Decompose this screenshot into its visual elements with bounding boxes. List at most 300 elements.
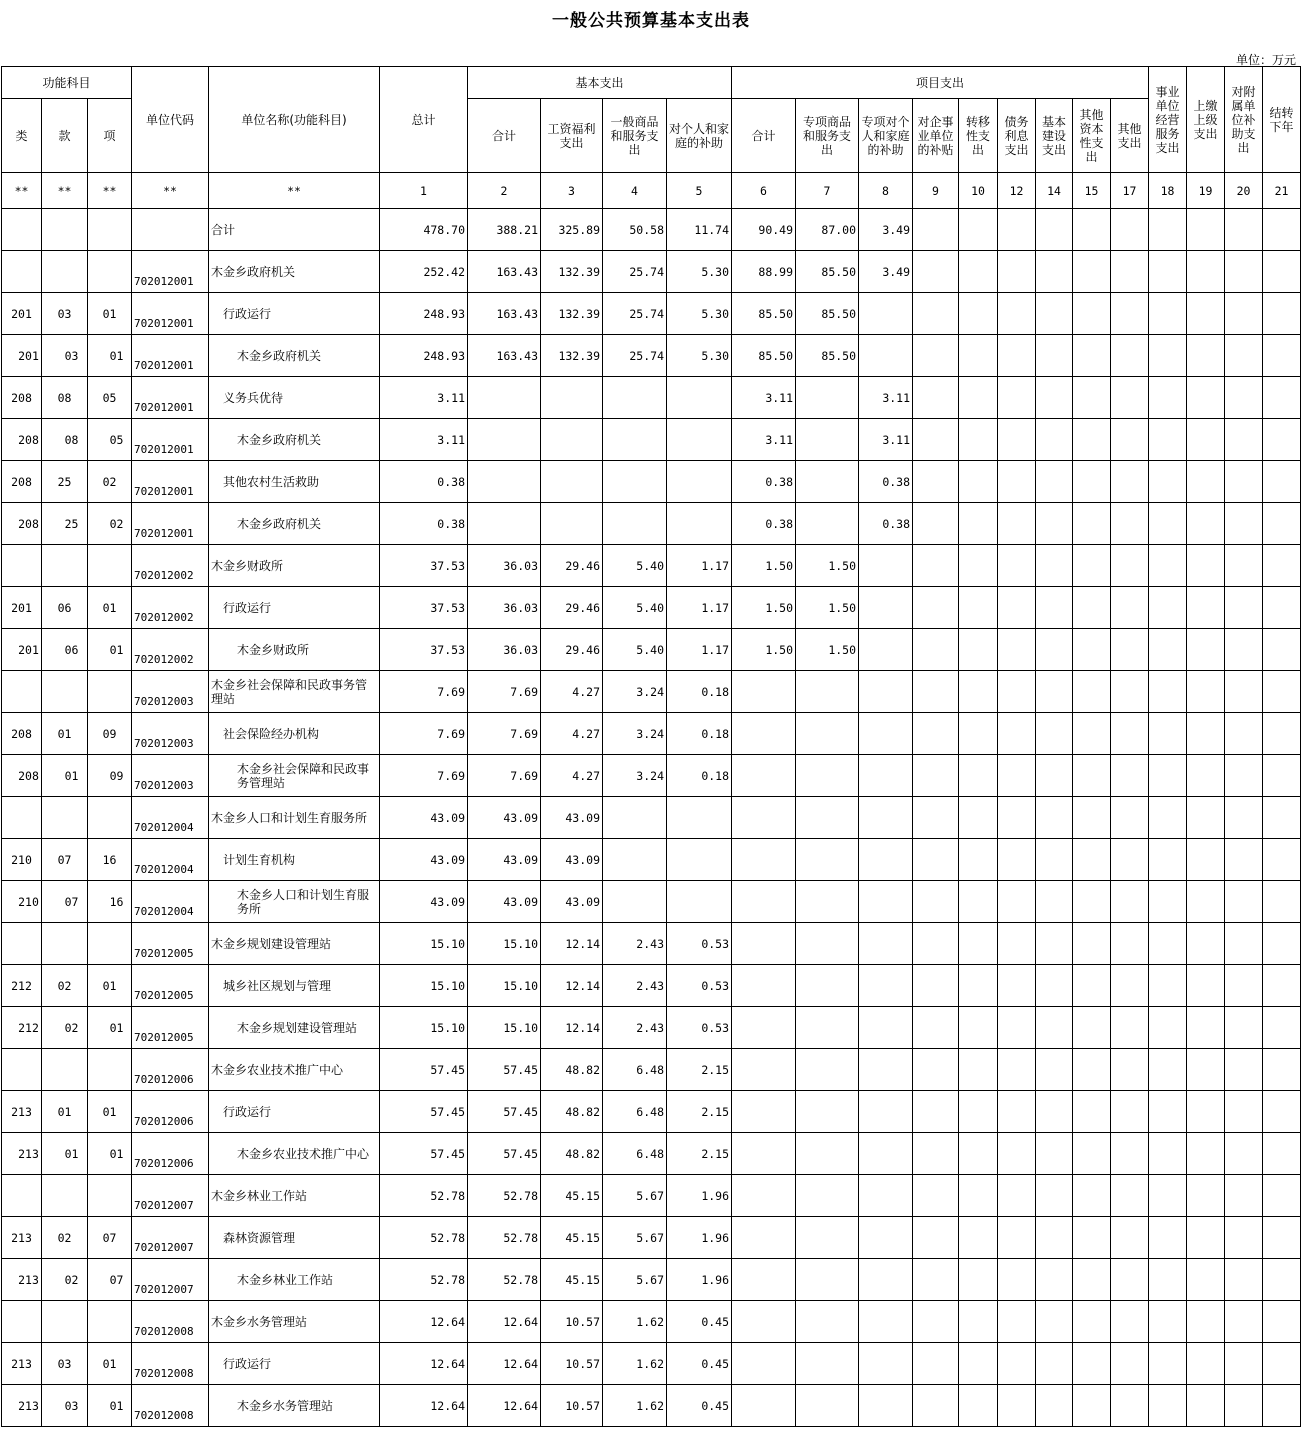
empty-cell <box>1149 755 1187 797</box>
empty-cell <box>1263 755 1301 797</box>
header-func-subject: 功能科目 <box>2 67 132 99</box>
kuan-cell <box>42 1175 88 1217</box>
amount-cell <box>796 671 859 713</box>
amount-cell: 12.64 <box>380 1343 468 1385</box>
table-row <box>2 1007 1301 1049</box>
unit-name-cell: 木金乡规划建设管理站 <box>209 923 380 965</box>
empty-cell <box>959 251 998 293</box>
amount-cell: 2.43 <box>603 1007 667 1049</box>
lei-cell: 210 <box>2 839 42 881</box>
amount-cell: 7.69 <box>380 671 468 713</box>
amount-cell <box>603 461 667 503</box>
empty-cell <box>1263 629 1301 671</box>
amount-cell: 7.69 <box>468 755 541 797</box>
empty-cell <box>1187 755 1225 797</box>
xiang-cell: 01 <box>88 1385 132 1427</box>
amount-cell <box>732 1133 796 1175</box>
table-row <box>2 965 1301 1007</box>
unit-code-cell <box>132 209 209 251</box>
amount-cell: 5.67 <box>603 1259 667 1301</box>
amount-cell: 6.48 <box>603 1049 667 1091</box>
empty-cell <box>998 755 1036 797</box>
amount-cell: 478.70 <box>380 209 468 251</box>
amount-cell: 43.09 <box>380 881 468 923</box>
table-row <box>2 1175 1301 1217</box>
index-cell: 18 <box>1149 173 1187 209</box>
xiang-cell: 05 <box>88 419 132 461</box>
amount-cell <box>796 713 859 755</box>
empty-cell <box>913 335 959 377</box>
empty-cell <box>1149 881 1187 923</box>
xiang-cell <box>88 1301 132 1343</box>
amount-cell: 29.46 <box>541 587 603 629</box>
amount-cell <box>468 461 541 503</box>
empty-cell <box>1111 1301 1149 1343</box>
empty-cell <box>1149 839 1187 881</box>
lei-cell: 201 <box>2 293 42 335</box>
amount-cell: 3.24 <box>603 755 667 797</box>
empty-cell <box>959 1343 998 1385</box>
empty-cell <box>998 1301 1036 1343</box>
amount-cell: 15.10 <box>380 965 468 1007</box>
empty-cell <box>1036 1217 1073 1259</box>
unit-code-cell: 702012002 <box>132 545 209 587</box>
xiang-cell: 01 <box>88 335 132 377</box>
table-row <box>2 1133 1301 1175</box>
xiang-cell: 01 <box>88 1091 132 1133</box>
amount-cell: 3.11 <box>859 377 913 419</box>
empty-cell <box>1111 1217 1149 1259</box>
amount-cell <box>859 923 913 965</box>
empty-cell <box>1036 713 1073 755</box>
header-personal: 对个人和家庭的补助 <box>667 99 732 173</box>
amount-cell: 4.27 <box>541 671 603 713</box>
empty-cell <box>1073 965 1111 1007</box>
table-row <box>2 377 1301 419</box>
page-title: 一般公共预算基本支出表 <box>552 11 750 31</box>
unit-name-cell: 城乡社区规划与管理 <box>209 965 380 1007</box>
empty-cell <box>1263 797 1301 839</box>
index-cell: 12 <box>998 173 1036 209</box>
empty-cell <box>1111 251 1149 293</box>
lei-cell: 208 <box>2 377 42 419</box>
amount-cell: 37.53 <box>380 587 468 629</box>
empty-cell <box>1111 839 1149 881</box>
empty-cell <box>913 1385 959 1427</box>
empty-cell <box>1149 713 1187 755</box>
xiang-cell: 01 <box>88 1133 132 1175</box>
header-basic-total: 合计 <box>468 99 541 173</box>
amount-cell: 85.50 <box>732 293 796 335</box>
empty-cell <box>998 503 1036 545</box>
amount-cell <box>732 1175 796 1217</box>
empty-cell <box>1225 503 1263 545</box>
empty-cell <box>1073 1133 1111 1175</box>
table-row <box>2 1259 1301 1301</box>
empty-cell <box>1111 377 1149 419</box>
empty-cell <box>1263 713 1301 755</box>
index-cell: 17 <box>1111 173 1149 209</box>
amount-cell <box>859 839 913 881</box>
empty-cell <box>1073 1301 1111 1343</box>
index-cell: 6 <box>732 173 796 209</box>
unit-name-cell: 木金乡人口和计划生育服务所 <box>209 797 380 839</box>
index-cell: 9 <box>913 173 959 209</box>
empty-cell <box>959 1385 998 1427</box>
kuan-cell: 01 <box>42 755 88 797</box>
empty-cell <box>959 1217 998 1259</box>
empty-cell <box>959 587 998 629</box>
empty-cell <box>959 629 998 671</box>
amount-cell: 88.99 <box>732 251 796 293</box>
lei-cell: 213 <box>2 1343 42 1385</box>
index-cell: 19 <box>1187 173 1225 209</box>
empty-cell <box>959 1133 998 1175</box>
kuan-cell: 08 <box>42 419 88 461</box>
amount-cell: 2.15 <box>667 1049 732 1091</box>
header-proj-goods: 专项商品和服务支出 <box>796 99 859 173</box>
amount-cell <box>859 1007 913 1049</box>
empty-cell <box>959 1007 998 1049</box>
amount-cell <box>796 377 859 419</box>
unit-code-cell: 702012007 <box>132 1175 209 1217</box>
lei-cell: 213 <box>2 1217 42 1259</box>
amount-cell <box>859 335 913 377</box>
empty-cell <box>1111 881 1149 923</box>
lei-cell <box>2 923 42 965</box>
empty-cell <box>998 209 1036 251</box>
amount-cell <box>541 377 603 419</box>
amount-cell: 163.43 <box>468 293 541 335</box>
amount-cell: 57.45 <box>468 1091 541 1133</box>
unit-code-cell: 702012004 <box>132 839 209 881</box>
lei-cell <box>2 251 42 293</box>
empty-cell <box>1073 839 1111 881</box>
amount-cell <box>796 797 859 839</box>
empty-cell <box>1036 629 1073 671</box>
empty-cell <box>1225 1259 1263 1301</box>
amount-cell: 0.38 <box>859 461 913 503</box>
kuan-cell: 02 <box>42 1007 88 1049</box>
empty-cell <box>1073 671 1111 713</box>
empty-cell <box>1187 251 1225 293</box>
unit-name-cell: 其他农村生活救助 <box>209 461 380 503</box>
empty-cell <box>998 545 1036 587</box>
amount-cell <box>732 1007 796 1049</box>
amount-cell: 0.38 <box>732 503 796 545</box>
empty-cell <box>998 1091 1036 1133</box>
empty-cell <box>1036 881 1073 923</box>
empty-cell <box>1187 1175 1225 1217</box>
empty-cell <box>1225 545 1263 587</box>
amount-cell: 10.57 <box>541 1343 603 1385</box>
amount-cell: 6.48 <box>603 1091 667 1133</box>
unit-name-cell: 行政运行 <box>209 293 380 335</box>
unit-code-cell: 702012006 <box>132 1133 209 1175</box>
amount-cell: 7.69 <box>380 755 468 797</box>
amount-cell: 5.30 <box>667 335 732 377</box>
empty-cell <box>1187 1259 1225 1301</box>
empty-cell <box>998 1385 1036 1427</box>
unit-name-cell: 森林资源管理 <box>209 1217 380 1259</box>
empty-cell <box>913 377 959 419</box>
kuan-cell <box>42 671 88 713</box>
empty-cell <box>913 1301 959 1343</box>
empty-cell <box>1073 377 1111 419</box>
amount-cell: 12.64 <box>380 1301 468 1343</box>
empty-cell <box>1073 797 1111 839</box>
empty-cell <box>1111 461 1149 503</box>
amount-cell <box>541 461 603 503</box>
empty-cell <box>1111 1133 1149 1175</box>
amount-cell <box>796 755 859 797</box>
kuan-cell: 25 <box>42 461 88 503</box>
header-row-1 <box>2 67 1301 99</box>
empty-cell <box>1263 1175 1301 1217</box>
empty-cell <box>1263 293 1301 335</box>
lei-cell: 213 <box>2 1091 42 1133</box>
amount-cell: 43.09 <box>541 881 603 923</box>
amount-cell: 15.10 <box>380 1007 468 1049</box>
empty-cell <box>1036 1091 1073 1133</box>
amount-cell: 248.93 <box>380 335 468 377</box>
empty-cell <box>1073 1343 1111 1385</box>
empty-cell <box>913 671 959 713</box>
xiang-cell: 16 <box>88 839 132 881</box>
empty-cell <box>1187 1343 1225 1385</box>
unit-code-cell: 702012001 <box>132 461 209 503</box>
empty-cell <box>913 881 959 923</box>
amount-cell <box>796 965 859 1007</box>
amount-cell: 2.43 <box>603 965 667 1007</box>
empty-cell <box>1149 1217 1187 1259</box>
unit-code-cell: 702012003 <box>132 755 209 797</box>
amount-cell: 388.21 <box>468 209 541 251</box>
empty-cell <box>1149 419 1187 461</box>
empty-cell <box>998 797 1036 839</box>
empty-cell <box>1187 293 1225 335</box>
empty-cell <box>913 797 959 839</box>
amount-cell: 43.09 <box>468 797 541 839</box>
amount-cell: 12.64 <box>468 1301 541 1343</box>
table-row <box>2 1343 1301 1385</box>
empty-cell <box>998 671 1036 713</box>
empty-cell <box>998 335 1036 377</box>
empty-cell <box>1225 293 1263 335</box>
empty-cell <box>1225 1301 1263 1343</box>
empty-cell <box>913 713 959 755</box>
empty-cell <box>1149 671 1187 713</box>
kuan-cell <box>42 1301 88 1343</box>
empty-cell <box>913 755 959 797</box>
kuan-cell: 06 <box>42 629 88 671</box>
unit-name-cell: 行政运行 <box>209 1091 380 1133</box>
amount-cell: 43.09 <box>541 839 603 881</box>
amount-cell: 1.50 <box>796 587 859 629</box>
kuan-cell: 08 <box>42 377 88 419</box>
header-carryover: 结转下年 <box>1263 67 1301 173</box>
amount-cell: 10.57 <box>541 1385 603 1427</box>
empty-cell <box>998 461 1036 503</box>
empty-cell <box>913 839 959 881</box>
empty-cell <box>1225 335 1263 377</box>
empty-cell <box>959 755 998 797</box>
index-cell: ** <box>88 173 132 209</box>
empty-cell <box>1187 1217 1225 1259</box>
empty-cell <box>1187 797 1225 839</box>
empty-cell <box>1187 671 1225 713</box>
kuan-cell: 02 <box>42 1217 88 1259</box>
xiang-cell: 09 <box>88 755 132 797</box>
empty-cell <box>1225 881 1263 923</box>
index-cell: 14 <box>1036 173 1073 209</box>
amount-cell <box>859 1175 913 1217</box>
xiang-cell: 01 <box>88 629 132 671</box>
unit-code-cell: 702012005 <box>132 965 209 1007</box>
amount-cell <box>732 671 796 713</box>
amount-cell: 15.10 <box>380 923 468 965</box>
amount-cell <box>796 1007 859 1049</box>
unit-code-cell: 702012003 <box>132 713 209 755</box>
unit-code-cell: 702012004 <box>132 797 209 839</box>
empty-cell <box>1263 461 1301 503</box>
amount-cell: 25.74 <box>603 335 667 377</box>
unit-name-cell: 木金乡规划建设管理站 <box>209 1007 380 1049</box>
unit-name-cell: 木金乡水务管理站 <box>209 1385 380 1427</box>
header-transfer: 转移性支出 <box>959 99 998 173</box>
empty-cell <box>998 587 1036 629</box>
amount-cell <box>796 1049 859 1091</box>
unit-name-cell: 合计 <box>209 209 380 251</box>
lei-cell: 212 <box>2 965 42 1007</box>
amount-cell: 25.74 <box>603 251 667 293</box>
amount-cell: 25.74 <box>603 293 667 335</box>
amount-cell <box>796 503 859 545</box>
xiang-cell: 01 <box>88 293 132 335</box>
empty-cell <box>1073 587 1111 629</box>
empty-cell <box>1111 1175 1149 1217</box>
empty-cell <box>1263 1091 1301 1133</box>
unit-name-cell: 木金乡水务管理站 <box>209 1301 380 1343</box>
amount-cell <box>859 1301 913 1343</box>
empty-cell <box>1036 1385 1073 1427</box>
xiang-cell: 01 <box>88 1007 132 1049</box>
table-row <box>2 671 1301 713</box>
xiang-cell: 16 <box>88 881 132 923</box>
unit-code-cell: 702012001 <box>132 293 209 335</box>
amount-cell <box>796 1385 859 1427</box>
header-capital: 其他资本性支出 <box>1073 99 1111 173</box>
amount-cell: 252.42 <box>380 251 468 293</box>
xiang-cell: 02 <box>88 503 132 545</box>
amount-cell <box>859 587 913 629</box>
empty-cell <box>959 209 998 251</box>
empty-cell <box>998 377 1036 419</box>
amount-cell: 12.64 <box>468 1343 541 1385</box>
kuan-cell: 01 <box>42 1133 88 1175</box>
empty-cell <box>959 965 998 1007</box>
kuan-cell <box>42 545 88 587</box>
empty-cell <box>959 335 998 377</box>
empty-cell <box>1073 923 1111 965</box>
empty-cell <box>913 1343 959 1385</box>
empty-cell <box>1263 335 1301 377</box>
empty-cell <box>1149 377 1187 419</box>
empty-cell <box>1263 965 1301 1007</box>
amount-cell <box>859 293 913 335</box>
amount-cell: 1.50 <box>796 629 859 671</box>
index-cell: 10 <box>959 173 998 209</box>
amount-cell <box>732 1301 796 1343</box>
unit-code-cell: 702012005 <box>132 1007 209 1049</box>
empty-cell <box>1187 419 1225 461</box>
unit-code-cell: 702012004 <box>132 881 209 923</box>
amount-cell: 0.45 <box>667 1343 732 1385</box>
empty-cell <box>959 1091 998 1133</box>
amount-cell: 5.30 <box>667 251 732 293</box>
empty-cell <box>998 251 1036 293</box>
amount-cell: 1.50 <box>732 587 796 629</box>
empty-cell <box>1263 419 1301 461</box>
amount-cell: 48.82 <box>541 1133 603 1175</box>
amount-cell <box>732 755 796 797</box>
unit-code-cell: 702012006 <box>132 1091 209 1133</box>
empty-cell <box>913 1259 959 1301</box>
empty-cell <box>1263 1217 1301 1259</box>
amount-cell: 10.57 <box>541 1301 603 1343</box>
empty-cell <box>1225 461 1263 503</box>
unit-code-cell: 702012003 <box>132 671 209 713</box>
empty-cell <box>1149 503 1187 545</box>
empty-cell <box>1149 797 1187 839</box>
kuan-cell: 01 <box>42 713 88 755</box>
amount-cell <box>603 797 667 839</box>
amount-cell: 4.27 <box>541 755 603 797</box>
amount-cell: 36.03 <box>468 587 541 629</box>
amount-cell: 6.48 <box>603 1133 667 1175</box>
empty-cell <box>1036 671 1073 713</box>
amount-cell: 12.14 <box>541 923 603 965</box>
empty-cell <box>1036 461 1073 503</box>
amount-cell: 0.18 <box>667 671 732 713</box>
empty-cell <box>1036 839 1073 881</box>
empty-cell <box>959 923 998 965</box>
empty-cell <box>1263 1259 1301 1301</box>
empty-cell <box>1111 713 1149 755</box>
empty-cell <box>1187 1091 1225 1133</box>
amount-cell: 7.69 <box>380 713 468 755</box>
table-row <box>2 293 1301 335</box>
empty-cell <box>1111 335 1149 377</box>
header-total: 总计 <box>380 67 468 173</box>
empty-cell <box>959 713 998 755</box>
empty-cell <box>1263 545 1301 587</box>
amount-cell: 3.24 <box>603 713 667 755</box>
empty-cell <box>1036 545 1073 587</box>
empty-cell <box>1036 797 1073 839</box>
empty-cell <box>1073 251 1111 293</box>
xiang-cell <box>88 797 132 839</box>
amount-cell: 57.45 <box>468 1133 541 1175</box>
empty-cell <box>913 1217 959 1259</box>
amount-cell: 0.53 <box>667 923 732 965</box>
unit-name-cell: 木金乡社会保障和民政事务管理站 <box>209 755 380 797</box>
amount-cell: 85.50 <box>796 335 859 377</box>
empty-cell <box>959 461 998 503</box>
amount-cell <box>468 419 541 461</box>
empty-cell <box>1263 1343 1301 1385</box>
empty-cell <box>1263 1007 1301 1049</box>
